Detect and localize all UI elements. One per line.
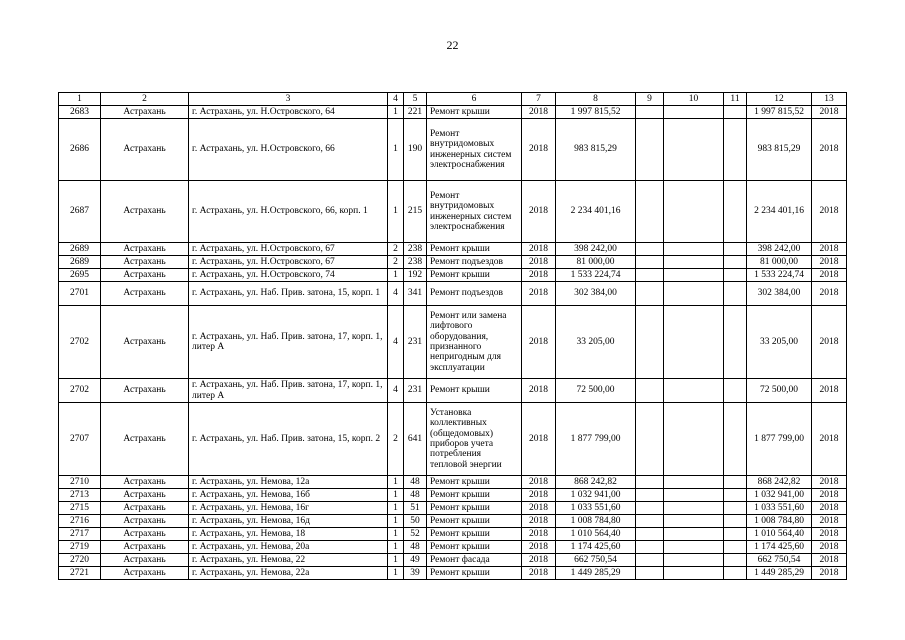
work-type-cell: Ремонт подъездов [427,282,522,306]
table-row [59,282,847,306]
total-cost-cell: 2 234 401,16 [556,181,636,243]
city-cell: Астрахань [101,106,189,119]
table-row [59,489,847,502]
completion-year-cell: 2018 [812,181,847,243]
col10-cell [664,106,724,119]
year-cell: 2018 [522,476,556,489]
fund-cost-cell: 662 750,54 [747,554,812,567]
table-header [59,93,847,106]
row-number: 2687 [59,181,101,243]
completion-year-cell: 2018 [812,119,847,181]
fund-cost-cell: 1 997 815,52 [747,106,812,119]
city-cell: Астрахань [101,515,189,528]
col5-cell: 48 [404,489,427,502]
col11-cell [724,554,747,567]
col11-cell [724,379,747,403]
table-row [59,476,847,489]
completion-year-cell: 2018 [812,243,847,256]
year-cell: 2018 [522,379,556,403]
table-row [59,119,847,181]
year-cell: 2018 [522,181,556,243]
address-cell: г. Астрахань, ул. Н.Островского, 67 [189,256,388,269]
table-row [59,269,847,282]
table-row [59,502,847,515]
total-cost-cell: 662 750,54 [556,554,636,567]
col11-cell [724,489,747,502]
row-number: 2689 [59,243,101,256]
col9-cell [636,243,664,256]
table-row [59,243,847,256]
address-cell: г. Астрахань, ул. Н.Островского, 64 [189,106,388,119]
column-header-3: 3 [189,93,388,106]
col9-cell [636,554,664,567]
col4-cell: 1 [388,528,404,541]
col5-cell: 39 [404,567,427,580]
address-cell: г. Астрахань, ул. Немова, 12а [189,476,388,489]
col9-cell [636,502,664,515]
col5-cell: 215 [404,181,427,243]
col10-cell [664,528,724,541]
col4-cell: 1 [388,489,404,502]
work-type-cell: Ремонт крыши [427,541,522,554]
fund-cost-cell: 72 500,00 [747,379,812,403]
address-cell: г. Астрахань, ул. Немова, 18 [189,528,388,541]
row-number: 2713 [59,489,101,502]
col5-cell: 341 [404,282,427,306]
year-cell: 2018 [522,528,556,541]
col11-cell [724,502,747,515]
col5-cell: 190 [404,119,427,181]
col10-cell [664,282,724,306]
address-cell: г. Астрахань, ул. Немова, 22 [189,554,388,567]
completion-year-cell: 2018 [812,256,847,269]
col5-cell: 238 [404,256,427,269]
col11-cell [724,403,747,476]
column-header-2: 2 [101,93,189,106]
fund-cost-cell: 398 242,00 [747,243,812,256]
col9-cell [636,528,664,541]
table-row [59,181,847,243]
total-cost-cell: 1 033 551,60 [556,502,636,515]
col10-cell [664,541,724,554]
address-cell: г. Астрахань, ул. Немова, 16д [189,515,388,528]
year-cell: 2018 [522,403,556,476]
total-cost-cell: 33 205,00 [556,306,636,379]
total-cost-cell: 1 010 564,40 [556,528,636,541]
completion-year-cell: 2018 [812,554,847,567]
row-number: 2689 [59,256,101,269]
work-type-cell: Ремонт подъездов [427,256,522,269]
total-cost-cell: 398 242,00 [556,243,636,256]
col5-cell: 48 [404,476,427,489]
total-cost-cell: 1 997 815,52 [556,106,636,119]
col4-cell: 4 [388,282,404,306]
work-type-cell: Установка коллективных (общедомовых) приборов учета потребления тепловой энергии [427,403,522,476]
col11-cell [724,541,747,554]
year-cell: 2018 [522,541,556,554]
col9-cell [636,515,664,528]
city-cell: Астрахань [101,119,189,181]
col10-cell [664,306,724,379]
col5-cell: 49 [404,554,427,567]
col11-cell [724,243,747,256]
col11-cell [724,528,747,541]
col5-cell: 238 [404,243,427,256]
work-type-cell: Ремонт крыши [427,567,522,580]
address-cell: г. Астрахань, ул. Н.Островского, 67 [189,243,388,256]
year-cell: 2018 [522,554,556,567]
year-cell: 2018 [522,243,556,256]
total-cost-cell: 1 174 425,60 [556,541,636,554]
row-number: 2701 [59,282,101,306]
col9-cell [636,567,664,580]
year-cell: 2018 [522,489,556,502]
col11-cell [724,256,747,269]
col9-cell [636,119,664,181]
column-header-6: 6 [427,93,522,106]
total-cost-cell: 302 384,00 [556,282,636,306]
work-type-cell: Ремонт внутридомовых инженерных систем электроснабжения [427,119,522,181]
completion-year-cell: 2018 [812,403,847,476]
fund-cost-cell: 1 010 564,40 [747,528,812,541]
total-cost-cell: 72 500,00 [556,379,636,403]
completion-year-cell: 2018 [812,282,847,306]
row-number: 2702 [59,306,101,379]
table-row [59,554,847,567]
column-header-1: 1 [59,93,101,106]
total-cost-cell: 1 449 285,29 [556,567,636,580]
col4-cell: 1 [388,269,404,282]
table-row [59,256,847,269]
column-header-8: 8 [556,93,636,106]
col10-cell [664,476,724,489]
col10-cell [664,181,724,243]
completion-year-cell: 2018 [812,379,847,403]
column-header-11: 11 [724,93,747,106]
col11-cell [724,181,747,243]
row-number: 2717 [59,528,101,541]
col9-cell [636,106,664,119]
table-row [59,567,847,580]
col4-cell: 1 [388,567,404,580]
col5-cell: 221 [404,106,427,119]
col9-cell [636,403,664,476]
col10-cell [664,256,724,269]
table-row [59,379,847,403]
col9-cell [636,379,664,403]
col5-cell: 231 [404,379,427,403]
col4-cell: 1 [388,515,404,528]
col9-cell [636,181,664,243]
fund-cost-cell: 1 174 425,60 [747,541,812,554]
total-cost-cell: 983 815,29 [556,119,636,181]
col11-cell [724,306,747,379]
year-cell: 2018 [522,567,556,580]
completion-year-cell: 2018 [812,106,847,119]
row-number: 2710 [59,476,101,489]
col5-cell: 52 [404,528,427,541]
col9-cell [636,269,664,282]
city-cell: Астрахань [101,403,189,476]
col10-cell [664,567,724,580]
col11-cell [724,476,747,489]
year-cell: 2018 [522,306,556,379]
col5-cell: 641 [404,403,427,476]
col4-cell: 1 [388,181,404,243]
year-cell: 2018 [522,119,556,181]
col9-cell [636,476,664,489]
col11-cell [724,269,747,282]
year-cell: 2018 [522,256,556,269]
completion-year-cell: 2018 [812,541,847,554]
row-number: 2716 [59,515,101,528]
row-number: 2683 [59,106,101,119]
address-cell: г. Астрахань, ул. Наб. Прив. затона, 17, корп. 1, литер А [189,306,388,379]
col4-cell: 4 [388,379,404,403]
completion-year-cell: 2018 [812,502,847,515]
city-cell: Астрахань [101,567,189,580]
col4-cell: 2 [388,243,404,256]
year-cell: 2018 [522,502,556,515]
year-cell: 2018 [522,515,556,528]
col10-cell [664,403,724,476]
fund-cost-cell: 81 000,00 [747,256,812,269]
column-header-10: 10 [664,93,724,106]
total-cost-cell: 1 533 224,74 [556,269,636,282]
total-cost-cell: 868 242,82 [556,476,636,489]
year-cell: 2018 [522,106,556,119]
col11-cell [724,106,747,119]
city-cell: Астрахань [101,282,189,306]
year-cell: 2018 [522,282,556,306]
city-cell: Астрахань [101,256,189,269]
city-cell: Астрахань [101,554,189,567]
column-header-13: 13 [812,93,847,106]
column-header-4: 4 [388,93,404,106]
col4-cell: 1 [388,554,404,567]
work-type-cell: Ремонт крыши [427,243,522,256]
address-cell: г. Астрахань, ул. Наб. Прив. затона, 15, корп. 1 [189,282,388,306]
completion-year-cell: 2018 [812,528,847,541]
repair-program-table [58,92,847,580]
total-cost-cell: 1 032 941,00 [556,489,636,502]
column-header-7: 7 [522,93,556,106]
city-cell: Астрахань [101,269,189,282]
column-header-9: 9 [636,93,664,106]
row-number: 2707 [59,403,101,476]
col10-cell [664,119,724,181]
table-body [59,106,847,580]
city-cell: Астрахань [101,243,189,256]
table-row [59,306,847,379]
col11-cell [724,515,747,528]
row-number: 2702 [59,379,101,403]
total-cost-cell: 1 877 799,00 [556,403,636,476]
address-cell: г. Астрахань, ул. Немова, 22а [189,567,388,580]
table-row [59,541,847,554]
work-type-cell: Ремонт крыши [427,269,522,282]
col11-cell [724,282,747,306]
table-row [59,106,847,119]
col4-cell: 1 [388,541,404,554]
col4-cell: 4 [388,306,404,379]
city-cell: Астрахань [101,528,189,541]
table-row [59,528,847,541]
completion-year-cell: 2018 [812,306,847,379]
fund-cost-cell: 868 242,82 [747,476,812,489]
row-number: 2715 [59,502,101,515]
fund-cost-cell: 1 008 784,80 [747,515,812,528]
col5-cell: 48 [404,541,427,554]
table-row [59,515,847,528]
col5-cell: 231 [404,306,427,379]
column-header-5: 5 [404,93,427,106]
col5-cell: 50 [404,515,427,528]
col9-cell [636,489,664,502]
total-cost-cell: 1 008 784,80 [556,515,636,528]
col9-cell [636,256,664,269]
city-cell: Астрахань [101,541,189,554]
fund-cost-cell: 1 877 799,00 [747,403,812,476]
address-cell: г. Астрахань, ул. Немова, 16г [189,502,388,515]
fund-cost-cell: 33 205,00 [747,306,812,379]
address-cell: г. Астрахань, ул. Н.Островского, 74 [189,269,388,282]
year-cell: 2018 [522,269,556,282]
address-cell: г. Астрахань, ул. Наб. Прив. затона, 17, корп. 1, литер А [189,379,388,403]
row-number: 2695 [59,269,101,282]
col4-cell: 1 [388,476,404,489]
city-cell: Астрахань [101,181,189,243]
page-number: 22 [446,38,459,52]
work-type-cell: Ремонт крыши [427,379,522,403]
col4-cell: 1 [388,119,404,181]
work-type-cell: Ремонт крыши [427,528,522,541]
row-number: 2721 [59,567,101,580]
city-cell: Астрахань [101,476,189,489]
work-type-cell: Ремонт крыши [427,515,522,528]
work-type-cell: Ремонт крыши [427,489,522,502]
work-type-cell: Ремонт крыши [427,106,522,119]
col11-cell [724,119,747,181]
completion-year-cell: 2018 [812,567,847,580]
col10-cell [664,502,724,515]
row-number: 2686 [59,119,101,181]
col9-cell [636,306,664,379]
fund-cost-cell: 983 815,29 [747,119,812,181]
row-number: 2719 [59,541,101,554]
address-cell: г. Астрахань, ул. Немова, 16б [189,489,388,502]
fund-cost-cell: 1 032 941,00 [747,489,812,502]
col10-cell [664,243,724,256]
column-header-12: 12 [747,93,812,106]
col10-cell [664,554,724,567]
completion-year-cell: 2018 [812,269,847,282]
address-cell: г. Астрахань, ул. Н.Островского, 66 [189,119,388,181]
work-type-cell: Ремонт крыши [427,502,522,515]
work-type-cell: Ремонт внутридомовых инженерных систем электроснабжения [427,181,522,243]
work-type-cell: Ремонт или замена лифтового оборудования, признанного непригодным для эксплуатации [427,306,522,379]
row-number: 2720 [59,554,101,567]
address-cell: г. Астрахань, ул. Н.Островского, 66, корп. 1 [189,181,388,243]
header-row [59,93,847,106]
city-cell: Астрахань [101,489,189,502]
city-cell: Астрахань [101,306,189,379]
col10-cell [664,515,724,528]
col4-cell: 2 [388,403,404,476]
table-row [59,403,847,476]
col10-cell [664,489,724,502]
work-type-cell: Ремонт крыши [427,476,522,489]
city-cell: Астрахань [101,502,189,515]
completion-year-cell: 2018 [812,515,847,528]
work-type-cell: Ремонт фасада [427,554,522,567]
total-cost-cell: 81 000,00 [556,256,636,269]
col4-cell: 1 [388,502,404,515]
fund-cost-cell: 1 033 551,60 [747,502,812,515]
fund-cost-cell: 1 449 285,29 [747,567,812,580]
col9-cell [636,541,664,554]
col10-cell [664,269,724,282]
col10-cell [664,379,724,403]
completion-year-cell: 2018 [812,476,847,489]
address-cell: г. Астрахань, ул. Немова, 20а [189,541,388,554]
col5-cell: 192 [404,269,427,282]
completion-year-cell: 2018 [812,489,847,502]
fund-cost-cell: 302 384,00 [747,282,812,306]
col5-cell: 51 [404,502,427,515]
address-cell: г. Астрахань, ул. Наб. Прив. затона, 15, корп. 2 [189,403,388,476]
city-cell: Астрахань [101,379,189,403]
col4-cell: 1 [388,106,404,119]
fund-cost-cell: 1 533 224,74 [747,269,812,282]
col4-cell: 2 [388,256,404,269]
col9-cell [636,282,664,306]
col11-cell [724,567,747,580]
fund-cost-cell: 2 234 401,16 [747,181,812,243]
